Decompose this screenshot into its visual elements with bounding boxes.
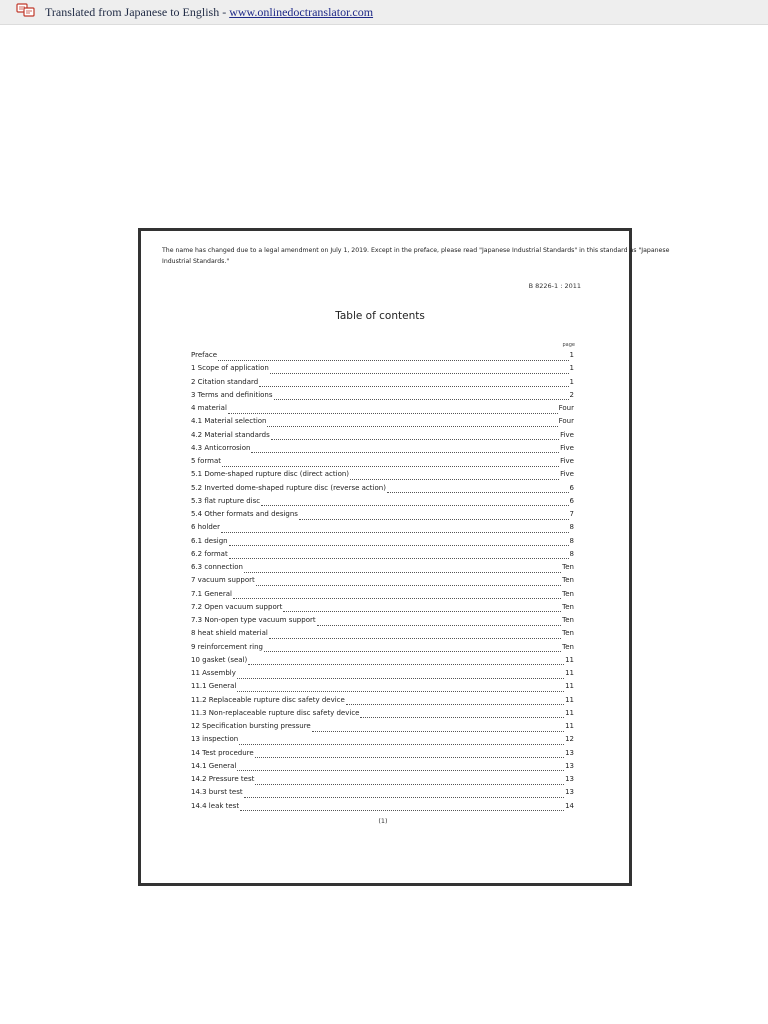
toc-entry-label: 6.1 design <box>191 536 228 545</box>
toc-entry-label: 6 holder <box>191 523 220 532</box>
toc-leader-dots <box>244 792 564 798</box>
toc-leader-dots <box>299 514 569 520</box>
toc-entry-label: 7.3 Non-open type vacuum support <box>191 616 316 624</box>
toc-entry-label: 14 Test procedure <box>191 748 254 757</box>
toc-entry-label: 8 heat shield material <box>191 629 268 638</box>
toc-entry[interactable] <box>191 404 574 417</box>
toc-leader-dots <box>248 659 564 665</box>
toc-entry-page: Ten <box>562 589 574 598</box>
toc-entry-label: 4.2 Material standards <box>191 430 270 439</box>
toc-entry[interactable] <box>191 629 574 642</box>
toc-leader-dots <box>237 765 564 771</box>
toc-entry-label: 5.2 Inverted dome-shaped rupture disc (reverse action) <box>191 483 386 492</box>
toc-entry-page: Five <box>560 430 574 439</box>
translation-banner <box>0 0 768 25</box>
toc-entry-label: 5.3 flat rupture disc <box>191 496 261 505</box>
toc-entry[interactable] <box>191 696 574 709</box>
toc-entry[interactable] <box>191 590 574 603</box>
toc-leader-dots <box>228 408 558 414</box>
toc-entry[interactable] <box>191 616 574 629</box>
toc-entry-label: 12 Specification bursting pressure <box>191 722 311 730</box>
toc-entry-label: Preface <box>191 351 218 359</box>
toc-leader-dots <box>271 434 559 440</box>
toc-leader-dots <box>269 633 561 639</box>
toc-entry[interactable] <box>191 378 574 391</box>
banner-label: Translated from Japanese to English - <box>45 5 230 19</box>
toc-entry[interactable] <box>191 470 574 483</box>
toc-entry-page: Ten <box>562 616 574 624</box>
toc-entry-label: 6.2 format <box>191 549 228 558</box>
toc-entry-label: 1 Scope of application <box>191 364 269 373</box>
toc-entry-page: Ten <box>562 642 574 651</box>
toc-entry-label: 11 Assembly <box>191 669 236 677</box>
toc-entry-label: 7.1 General <box>191 589 232 598</box>
toc-entry[interactable] <box>191 444 574 457</box>
toc-entry[interactable] <box>191 735 574 748</box>
toc-leader-dots <box>346 699 564 705</box>
toc-entry-label: 2 Citation standard <box>191 377 259 386</box>
toc-entry[interactable] <box>191 682 574 695</box>
toc-entry-page: 8 <box>569 536 574 545</box>
toc-leader-dots <box>274 394 569 400</box>
toc-leader-dots <box>387 487 569 493</box>
translator-logo-icon <box>16 3 36 18</box>
toc-leader-dots <box>264 646 561 652</box>
document-number: B 8226-1 : 2011 <box>528 282 581 290</box>
toc-leader-dots <box>239 739 564 745</box>
toc-entry-page: 12 <box>565 735 574 744</box>
toc-leader-dots <box>244 567 561 573</box>
toc-leader-dots <box>312 726 564 732</box>
toc-entry-page: 11 <box>565 695 574 704</box>
toc-leader-dots <box>221 527 569 533</box>
toc-leader-dots <box>350 474 559 480</box>
toc-leader-dots <box>251 447 559 453</box>
toc-entry[interactable] <box>191 749 574 762</box>
toc-entry-label: 14.3 burst test <box>191 788 243 797</box>
toc-entry-page: Ten <box>562 576 574 585</box>
toc-entry-page: 1 <box>569 351 574 359</box>
toc-entry-page: 11 <box>565 669 574 677</box>
toc-leader-dots <box>255 752 564 758</box>
toc-entry-page: 6 <box>569 483 574 492</box>
toc-leader-dots <box>317 620 562 626</box>
toc-entry-page: 11 <box>565 708 574 717</box>
toc-entry[interactable] <box>191 603 574 616</box>
toc-entry-page: Ten <box>562 563 574 571</box>
toc-leader-dots <box>267 421 557 427</box>
toc-entry[interactable] <box>191 510 574 523</box>
toc-entry-label: 9 reinforcement ring <box>191 642 263 651</box>
toc-entry-label: 14.1 General <box>191 761 237 770</box>
toc-entry[interactable] <box>191 802 574 815</box>
toc-entry[interactable] <box>191 537 574 550</box>
toc-entry-page: 6 <box>569 496 574 505</box>
toc-entry[interactable] <box>191 431 574 444</box>
table-of-contents <box>191 351 574 815</box>
toc-entry[interactable] <box>191 643 574 656</box>
toc-entry-label: 4.1 Material selection <box>191 417 267 426</box>
toc-entry-page: 7 <box>569 510 574 518</box>
toc-leader-dots <box>240 805 564 811</box>
toc-entry-label: 14.4 leak test <box>191 801 240 810</box>
page-column-header: page <box>562 342 575 348</box>
toc-entry[interactable] <box>191 762 574 775</box>
toc-leader-dots <box>229 540 569 546</box>
translator-link[interactable]: www.onlinedoctranslator.com <box>229 5 374 19</box>
toc-entry-page: 13 <box>565 761 574 770</box>
toc-entry-page: 2 <box>569 390 574 399</box>
toc-entry-label: 11.3 Non-replaceable rupture disc safety device <box>191 708 360 717</box>
toc-entry-page: 13 <box>565 748 574 757</box>
toc-entry[interactable] <box>191 576 574 589</box>
toc-entry-page: 13 <box>565 788 574 797</box>
toc-entry-page: Four <box>558 417 574 426</box>
toc-entry[interactable] <box>191 351 574 364</box>
toc-entry-label: 3 Terms and definitions <box>191 390 273 399</box>
toc-entry[interactable] <box>191 788 574 801</box>
toc-entry[interactable] <box>191 709 574 722</box>
toc-entry-page: Ten <box>562 602 574 611</box>
toc-leader-dots <box>283 606 561 612</box>
toc-entry-page: 1 <box>569 377 574 386</box>
toc-entry-label: 5.4 Other formats and designs <box>191 510 298 518</box>
toc-entry-page: 8 <box>569 549 574 558</box>
toc-leader-dots <box>218 355 568 361</box>
toc-entry-page: Five <box>560 443 574 452</box>
toc-entry[interactable] <box>191 364 574 377</box>
toc-entry[interactable] <box>191 417 574 430</box>
toc-entry-label: 14.2 Pressure test <box>191 775 255 783</box>
toc-leader-dots <box>237 673 564 679</box>
banner-text <box>45 5 373 20</box>
name-change-notice: The name has changed due to a legal amendment on July 1, 2019. Except in the preface, please read "Japanese Industrial Standards" in this standard as "Japanese Industrial Standards." <box>162 247 670 265</box>
toc-entry-label: 4 material <box>191 404 227 412</box>
toc-entry-page: 1 <box>569 364 574 373</box>
toc-entry-page: 8 <box>569 523 574 532</box>
toc-entry[interactable] <box>191 484 574 497</box>
toc-entry-page: 14 <box>565 801 574 810</box>
toc-entry-page: Five <box>560 470 574 479</box>
toc-leader-dots <box>256 580 561 586</box>
toc-leader-dots <box>237 686 564 692</box>
toc-entry[interactable] <box>191 523 574 536</box>
toc-entry[interactable] <box>191 656 574 669</box>
toc-leader-dots <box>233 593 561 599</box>
toc-entry[interactable] <box>191 775 574 788</box>
toc-entry-page: Ten <box>562 629 574 638</box>
toc-entry[interactable] <box>191 497 574 510</box>
toc-entry-label: 11.1 General <box>191 682 237 691</box>
toc-entry-label: 5.1 Dome-shaped rupture disc (direct action) <box>191 470 350 479</box>
toc-title: Table of contents <box>335 310 425 322</box>
toc-leader-dots <box>259 381 568 387</box>
toc-entry-label: 5 format <box>191 457 222 465</box>
toc-leader-dots <box>360 712 564 718</box>
toc-entry-label: 6.3 connection <box>191 563 243 571</box>
toc-entry-page: Five <box>560 457 574 465</box>
toc-entry[interactable] <box>191 550 574 563</box>
toc-entry[interactable] <box>191 669 574 682</box>
toc-leader-dots <box>255 779 564 785</box>
toc-leader-dots <box>229 553 569 559</box>
toc-entry-label: 7 vacuum support <box>191 576 255 585</box>
toc-entry-page: 13 <box>565 775 574 783</box>
toc-leader-dots <box>222 461 559 467</box>
toc-leader-dots <box>261 500 568 506</box>
toc-entry-label: 7.2 Open vacuum support <box>191 602 283 611</box>
toc-entry[interactable] <box>191 563 574 576</box>
toc-entry-label: 4.3 Anticorrosion <box>191 443 251 452</box>
toc-entry[interactable] <box>191 722 574 735</box>
toc-entry-page: 11 <box>565 655 574 664</box>
toc-entry-page: Four <box>558 404 574 412</box>
toc-entry-page: 11 <box>565 682 574 691</box>
footer-page-number: (1) <box>378 817 388 825</box>
toc-entry-label: 10 gasket (seal) <box>191 655 248 664</box>
toc-entry-label: 11.2 Replaceable rupture disc safety device <box>191 695 345 704</box>
toc-entry-label: 13 inspection <box>191 735 239 744</box>
toc-entry-page: 11 <box>565 722 574 730</box>
toc-leader-dots <box>270 368 569 374</box>
toc-entry[interactable] <box>191 391 574 404</box>
toc-entry[interactable] <box>191 457 574 470</box>
